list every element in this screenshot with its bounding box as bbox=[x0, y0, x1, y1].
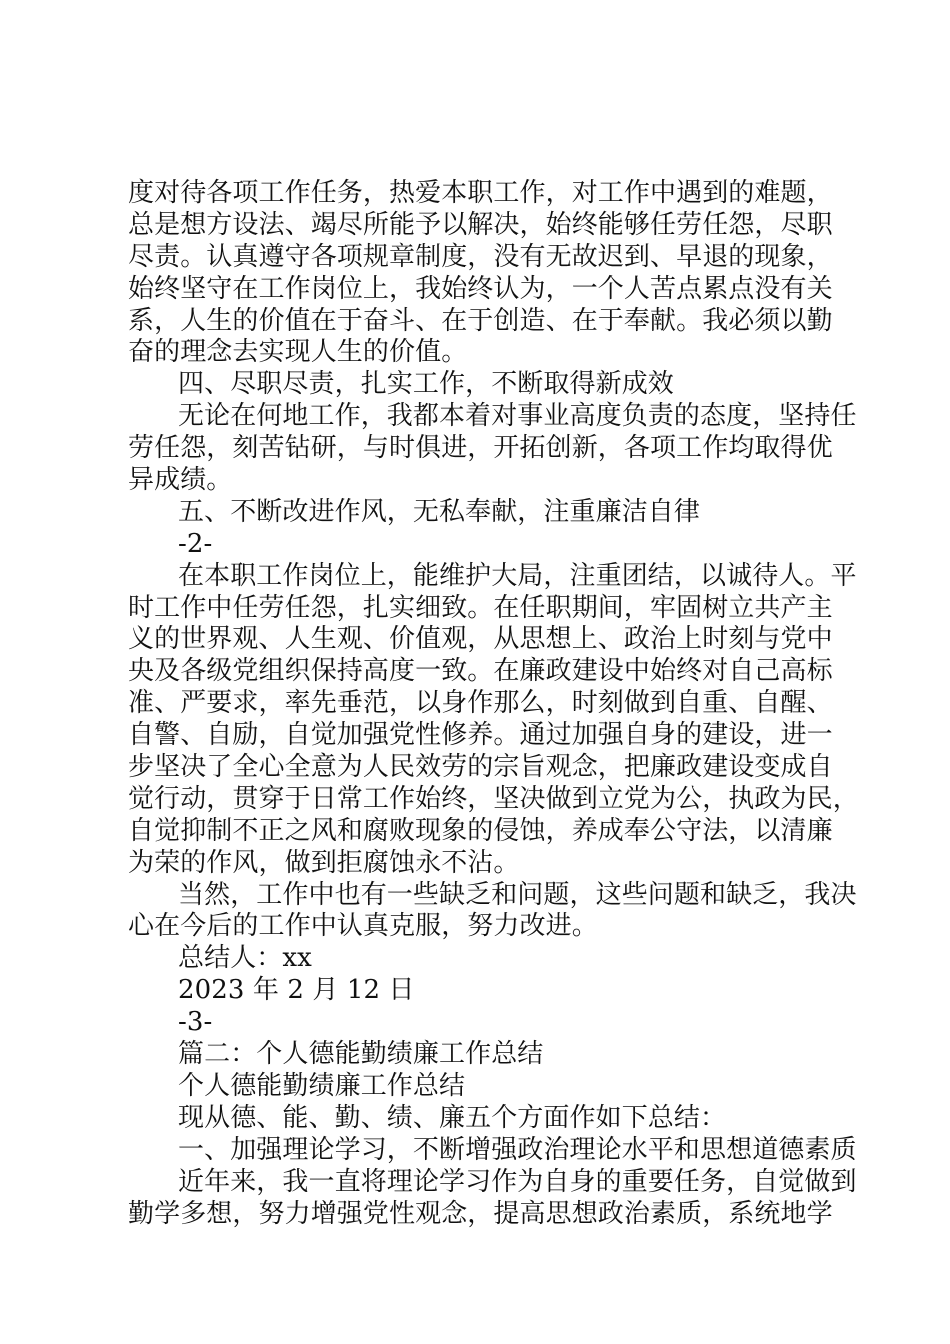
text-line: 尽责。认真遵守各项规章制度，没有无故迟到、早退的现象， bbox=[128, 241, 833, 272]
text-line: 勤学多想，努力增强党性观念，提高思想政治素质，系统地学 bbox=[128, 1198, 833, 1229]
text-line: 时工作中任劳任怨，扎实细致。在任职期间，牢固树立共产主 bbox=[128, 592, 833, 623]
document-title: 个人德能勤绩廉工作总结 bbox=[178, 1070, 466, 1101]
text-line: 异成绩。 bbox=[128, 465, 233, 496]
text-line: 心在今后的工作中认真克服，努力改进。 bbox=[128, 911, 598, 942]
text-line: 义的世界观、人生观、价值观，从思想上、政治上时刻与党中 bbox=[128, 624, 833, 655]
text-line: 准、严要求，率先垂范，以身作那么，时刻做到自重、自醒、 bbox=[128, 688, 833, 719]
section-heading-1: 一、加强理论学习，不断增强政治理论水平和思想道德素质 bbox=[178, 1134, 857, 1165]
text-line: 央及各级党组织保持高度一致。在廉政建设中始终对自己高标 bbox=[128, 656, 833, 687]
text-line: 劳任怨，刻苦钻研，与时俱进，开拓创新，各项工作均取得优 bbox=[128, 433, 833, 464]
text-line: 步坚决了全心全意为人民效劳的宗旨观念，把廉政建设变成自 bbox=[128, 752, 833, 783]
text-line: 自觉抑制不正之风和腐败现象的侵蚀，养成奉公守法，以清廉 bbox=[128, 815, 833, 846]
text-line: 总是想方设法、竭尽所能予以解决，始终能够任劳任怨，尽职 bbox=[128, 209, 833, 240]
summary-author: 总结人：xx bbox=[178, 943, 312, 974]
chapter-title: 篇二：个人德能勤绩廉工作总结 bbox=[178, 1039, 544, 1070]
text-line: 觉行动，贯穿于日常工作始终，坚决做到立党为公，执政为民， bbox=[128, 783, 859, 814]
text-line: 系，人生的价值在于奋斗、在于创造、在于奉献。我必须以勤 bbox=[128, 305, 833, 336]
text-line: 自警、自励，自觉加强党性修养。通过加强自身的建设，进一 bbox=[128, 720, 833, 751]
text-line: 近年来，我一直将理论学习作为自身的重要任务，自觉做到 bbox=[178, 1166, 857, 1197]
text-line: 度对待各项工作任务，热爱本职工作，对工作中遇到的难题， bbox=[128, 178, 833, 208]
text-line: 奋的理念去实现人生的价值。 bbox=[128, 337, 468, 368]
page-number: -3- bbox=[178, 1007, 213, 1038]
text-line: 当然，工作中也有一些缺乏和问题，这些问题和缺乏，我决 bbox=[178, 879, 857, 910]
document-body bbox=[128, 178, 859, 1230]
summary-date: 2023 年 2 月 12 日 bbox=[178, 975, 415, 1006]
page-number: -2- bbox=[178, 528, 213, 559]
text-line: 为荣的作风，做到拒腐蚀永不沾。 bbox=[128, 847, 520, 878]
text-line: 始终坚守在工作岗位上，我始终认为，一个人苦点累点没有关 bbox=[128, 273, 833, 304]
section-heading-4: 四、尽职尽责，扎实工作，不断取得新成效 bbox=[178, 369, 674, 400]
section-heading-5: 五、不断改进作风，无私奉献，注重廉洁自律 bbox=[178, 496, 701, 527]
text-line: 现从德、能、勤、绩、廉五个方面作如下总结： bbox=[178, 1102, 727, 1133]
text-line: 无论在何地工作，我都本着对事业高度负责的态度，坚持任 bbox=[178, 401, 857, 432]
text-line: 在本职工作岗位上，能维护大局，注重团结，以诚待人。平 bbox=[178, 560, 857, 591]
